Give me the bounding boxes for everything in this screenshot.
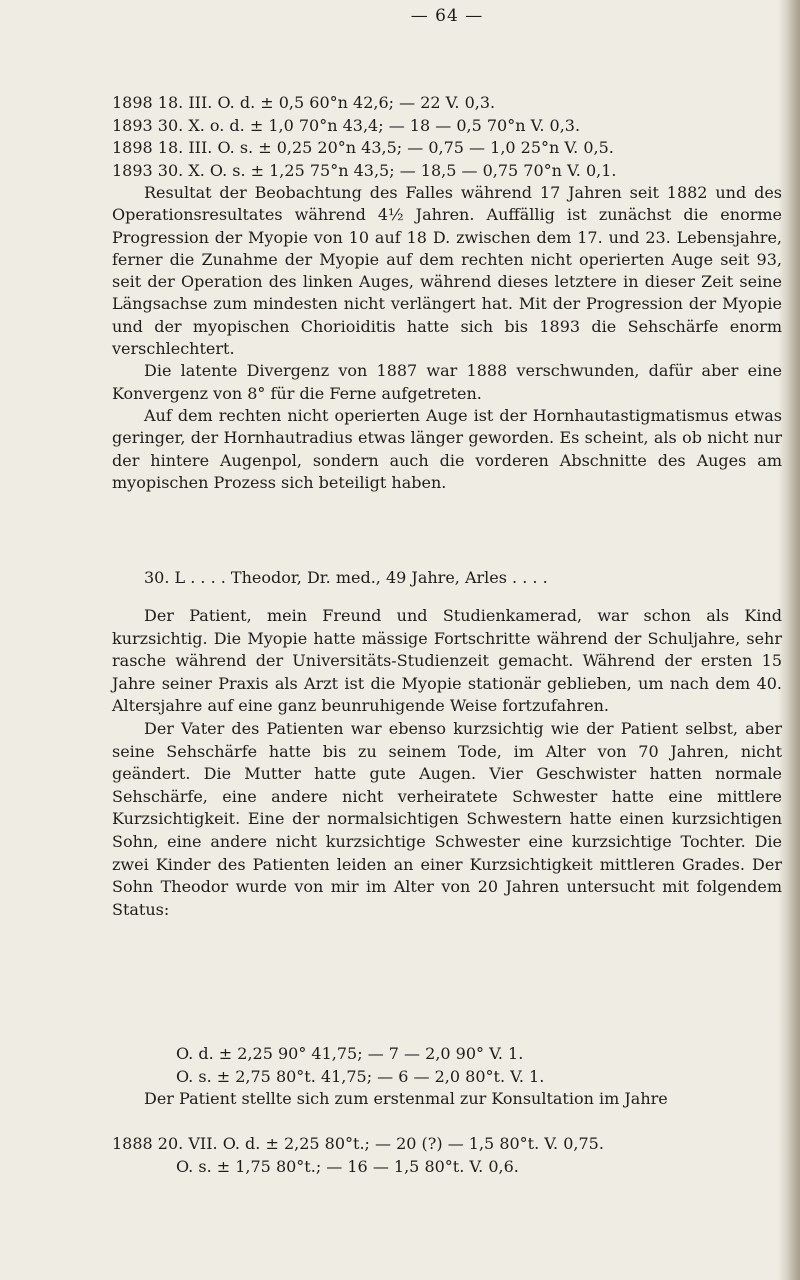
paragraph: Der Vater des Patienten war ebenso kurzsichtig wie der Patient selbst, aber seine Sehschärfe hatte bis zu seinem Tode, im Alter von 70 Jahren, nicht geändert. Die Mutter hatte gute Augen. Vier Geschwister hatten normale Sehschärfe, eine andere nicht verheiratete Schwester hatte eine mittlere Kurzsichtigkeit. Eine der normalsichtigen Schwestern hatte einen kurzsichtigen Sohn, eine andere nicht kurzsichtige Schwester eine kurzsichtige Tochter. Die zwei Kinder des Patienten leiden an einer Kurzsichtigkeit mittleren Grades. Der Sohn Theodor wurde von mir im Alter von 20 Jahren untersucht mit folgendem Status: <box>112 718 782 919</box>
paragraph: Der Patient, mein Freund und Studienkamerad, war schon als Kind kurzsichtig. Die Myopie hatte mässige Fortschritte während der Schuljahre, sehr rasche während der Universitäts-Studienzeit gemacht. Während der ersten 15 Jahre seiner Praxis als Arzt ist die Myopie stationär geblieben, um nach dem 40. Altersjahre auf eine ganz beunruhigende Weise fortzufahren. <box>112 606 782 716</box>
observation-summary <box>112 182 782 494</box>
case-history <box>112 605 782 921</box>
paragraph: Auf dem rechten nicht operierten Auge ist der Hornhautastigmatismus etwas geringer, der Hornhautradius etwas länger geworden. Es scheint, als ob nicht nur der hintere Augenpol, sondern auch die vorderen Abschnitte des Auges am myopischen Prozess sich beteiligt haben. <box>112 405 782 492</box>
case-heading: 30. L . . . . Theodor, Dr. med., 49 Jahre, Arles . . . . <box>144 568 548 587</box>
paragraph: Der Patient stellte sich zum erstenmal zur Konsultation im Jahre <box>144 1089 668 1108</box>
paragraph: Resultat der Beobachtung des Falles während 17 Jahren seit 1882 und des Operationsresultates während 4½ Jahren. Auffällig ist zunächst die enorme Progression der Myopie von 10 auf 18 D. zwischen dem 17. und 23. Lebensjahre, ferner die Zunahme der Myopie auf dem rechten nicht operierten Auge seit 93, seit der Operation des linken Auges, während dieses letztere in dieser Zeit seine Längsachse zum mindesten nicht verlängert hat. Mit der Progression der Myopie und der myopischen Chorioiditis hatte sich bis 1893 die Sehschärfe enorm verschlechtert. <box>112 183 782 359</box>
consultation-table <box>112 1133 604 1178</box>
table-row: O. s. ± 1,75 80°t.; — 16 — 1,5 80°t. V. 0,6. <box>176 1156 519 1176</box>
table-row: O. s. ± 2,75 80°t. 41,75; — 6 — 2,0 80°t. V. 1. <box>176 1066 545 1086</box>
table-row: 1898 18. III. O. d. ± 0,5 60°n 42,6; — 22 V. 0,3. <box>112 93 496 112</box>
table-row: 1898 18. III. O. s. ± 0,25 20°n 43,5; — 0,75 — 1,0 25°n V. 0,5. <box>112 138 614 157</box>
status-table <box>112 1043 782 1088</box>
table-row: 1888 20. VII. O. d. ± 2,25 80°t.; — 20 (?) — 1,5 80°t. V. 0,75. <box>112 1134 604 1153</box>
table-row: O. d. ± 2,25 90° 41,75; — 7 — 2,0 90° V. 1. <box>176 1044 524 1063</box>
page-number: — 64 — <box>410 6 484 26</box>
table-row: 1893 30. X. O. s. ± 1,25 75°n 43,5; — 18,5 — 0,75 70°n V. 0,1. <box>112 160 617 180</box>
consultation-paragraph <box>112 1088 782 1111</box>
table-row: 1893 30. X. o. d. ± 1,0 70°n 43,4; — 18 — 0,5 70°n V. 0,3. <box>112 115 581 135</box>
paragraph: Die latente Divergenz von 1887 war 1888 verschwunden, dafür aber eine Konvergenz von 8° für die Ferne aufgetreten. <box>112 361 782 403</box>
measurement-table <box>112 92 782 182</box>
